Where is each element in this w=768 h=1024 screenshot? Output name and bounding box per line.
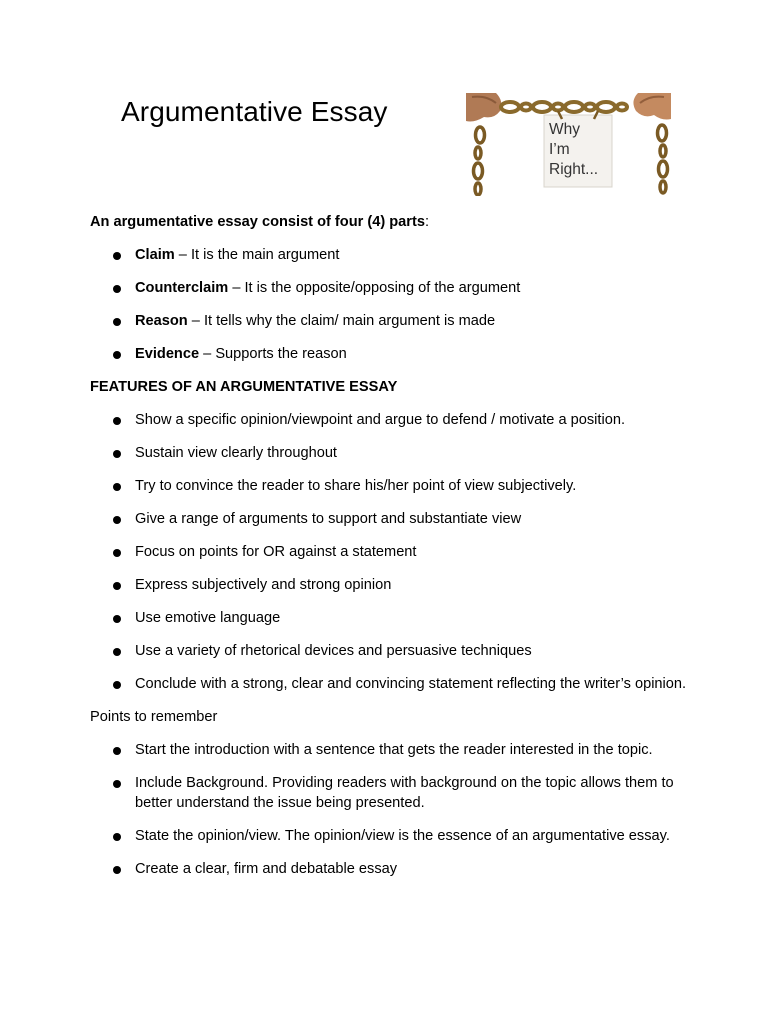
list-item: Use emotive language: [90, 608, 690, 628]
intro-suffix: :: [424, 214, 429, 230]
remember-heading: Points to remember: [90, 709, 218, 725]
list-item: Include Background. Providing readers with background on the topic allows them to better understand the issue being presented.: [90, 773, 690, 813]
part-desc: – It is the main argument: [174, 247, 340, 263]
part-term: Reason: [135, 313, 188, 329]
remember-list: [90, 740, 690, 879]
list-item: [90, 245, 690, 265]
list-item: Sustain view clearly throughout: [90, 443, 690, 463]
sign-text: [549, 120, 598, 180]
intro-paragraph: [90, 212, 690, 232]
part-term: Claim: [135, 247, 175, 263]
list-item: Focus on points for OR against a statement: [90, 542, 690, 562]
part-desc: – It is the opposite/opposing of the argument: [228, 280, 521, 296]
sign-line: Why: [549, 121, 580, 138]
list-item: Conclude with a strong, clear and convincing statement reflecting the writer’s opinion.: [90, 674, 690, 694]
features-heading: FEATURES OF AN ARGUMENTATIVE ESSAY: [90, 379, 398, 395]
page-title: Argumentative Essay: [121, 96, 388, 127]
tug-of-war-chain-icon: [466, 93, 671, 196]
sign-line: Right...: [549, 161, 599, 178]
intro-bold: An argumentative essay consist of four (4) parts: [90, 214, 425, 230]
list-item: Start the introduction with a sentence that gets the reader interested in the topic.: [90, 740, 690, 760]
document-body: [90, 212, 690, 879]
list-item: Show a specific opinion/viewpoint and argue to defend / motivate a position.: [90, 410, 690, 430]
part-term: Counterclaim: [135, 280, 229, 296]
list-item: Try to convince the reader to share his/her point of view subjectively.: [90, 476, 690, 496]
list-item: Express subjectively and strong opinion: [90, 575, 690, 595]
list-item: [90, 311, 690, 331]
list-item: [90, 278, 690, 298]
part-term: Evidence: [135, 346, 200, 362]
part-desc: – It tells why the claim/ main argument is made: [187, 313, 496, 329]
list-item: State the opinion/view. The opinion/view is the essence of an argumentative essay.: [90, 826, 690, 846]
list-item: Use a variety of rhetorical devices and persuasive techniques: [90, 641, 690, 661]
list-item: Create a clear, firm and debatable essay: [90, 859, 690, 879]
list-item: Give a range of arguments to support and substantiate view: [90, 509, 690, 529]
list-item: [90, 344, 690, 364]
part-desc: – Supports the reason: [199, 346, 347, 362]
sign-line: I’m: [549, 141, 570, 158]
features-list: [90, 410, 690, 694]
parts-list: [90, 245, 690, 364]
